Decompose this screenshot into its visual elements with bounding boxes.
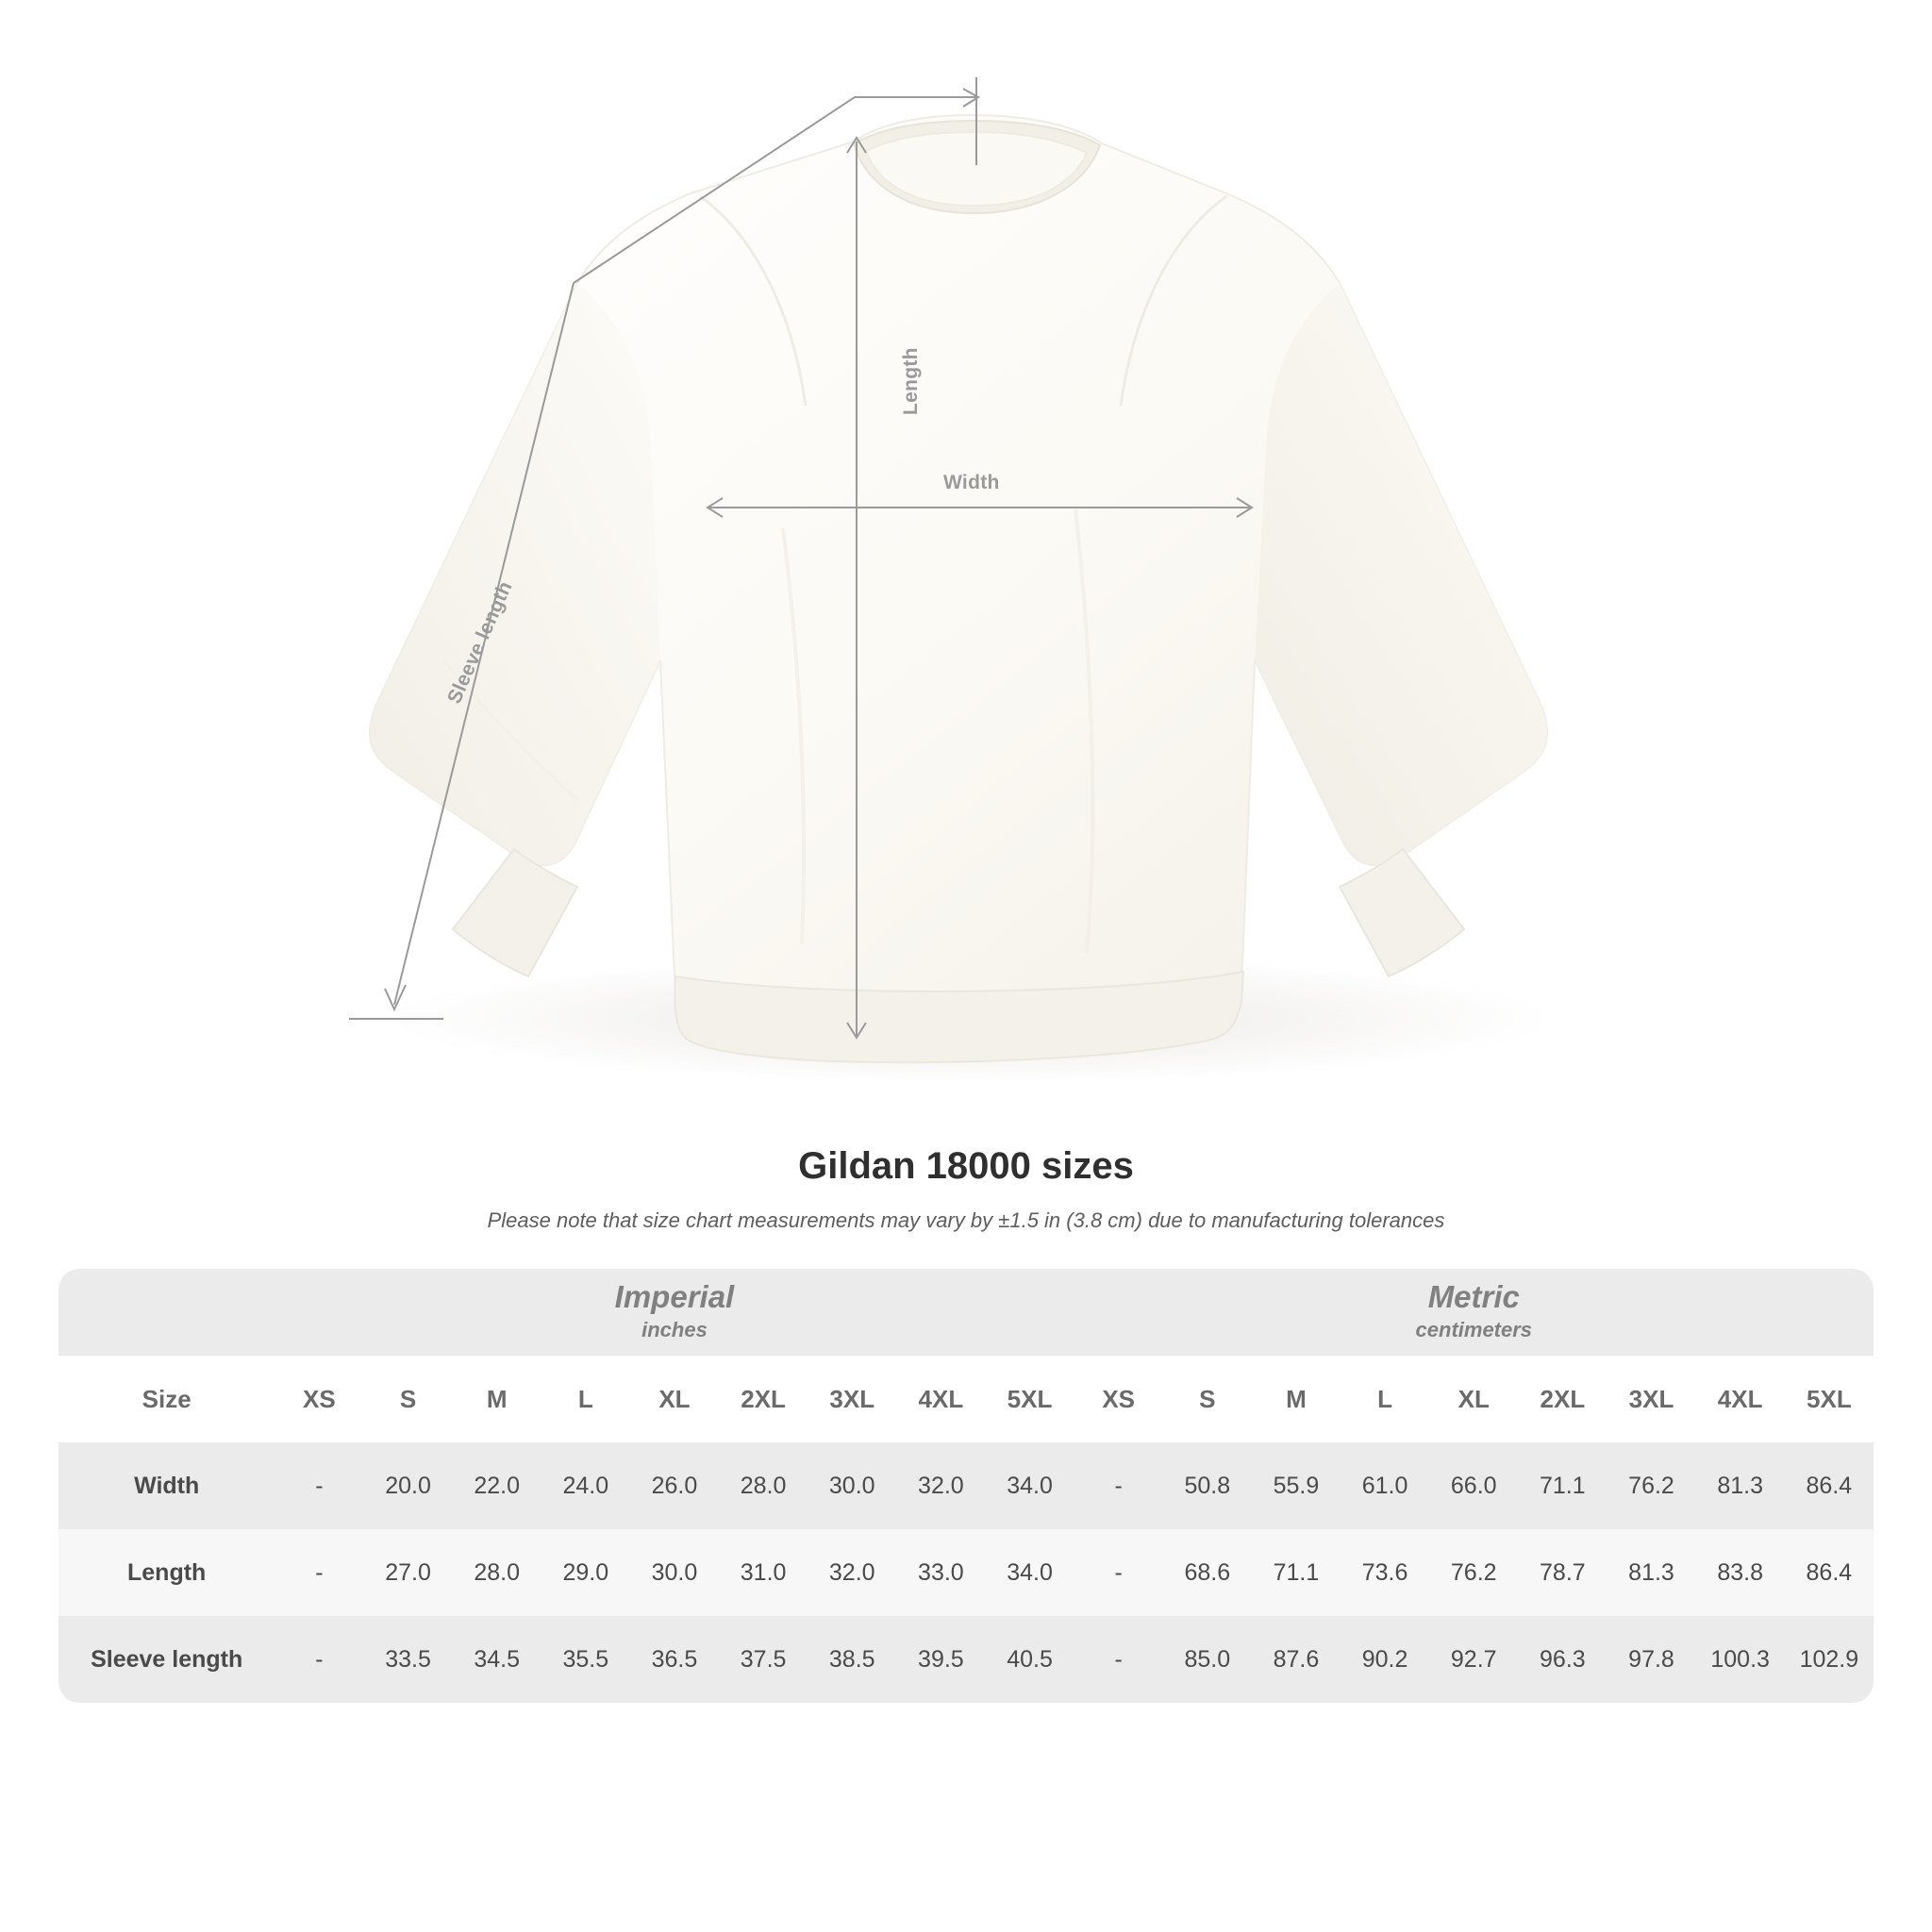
unit-name-imperial: Imperial: [614, 1278, 735, 1314]
cell-width-metric-2xl: 71.1: [1518, 1442, 1607, 1529]
size-header-imperial-xs: XS: [275, 1356, 363, 1442]
unit-header-spacer: [58, 1269, 275, 1356]
sleeve-length-label: Sleeve length: [443, 577, 517, 708]
cell-width-metric-4xl: 81.3: [1696, 1442, 1785, 1529]
cell-width-imperial-m: 22.0: [453, 1442, 541, 1529]
cell-width-metric-m: 55.9: [1252, 1442, 1341, 1529]
length-label: Length: [900, 347, 922, 415]
cell-sleeve-imperial-5xl: 40.5: [985, 1616, 1074, 1703]
cell-width-imperial-5xl: 34.0: [985, 1442, 1074, 1529]
cell-sleeve-imperial-4xl: 39.5: [896, 1616, 985, 1703]
unit-sub-imperial: inches: [641, 1318, 708, 1342]
unit-name-metric: Metric: [1427, 1278, 1520, 1314]
size-header-metric-4xl: 4XL: [1696, 1356, 1785, 1442]
size-header-imperial-2xl: 2XL: [719, 1356, 808, 1442]
cell-sleeve-metric-l: 90.2: [1341, 1616, 1429, 1703]
cell-length-metric-4xl: 83.8: [1696, 1529, 1785, 1616]
cell-width-imperial-l: 24.0: [541, 1442, 630, 1529]
cell-length-imperial-2xl: 31.0: [719, 1529, 808, 1616]
size-header-metric-2xl: 2XL: [1518, 1356, 1607, 1442]
cell-length-imperial-m: 28.0: [453, 1529, 541, 1616]
cell-sleeve-metric-xs: -: [1074, 1616, 1163, 1703]
page-title: Gildan 18000 sizes: [798, 1145, 1134, 1187]
unit-header-row: [58, 1269, 1874, 1356]
table-row: [58, 1529, 1874, 1616]
cell-length-imperial-5xl: 34.0: [985, 1529, 1074, 1616]
size-header-row: [58, 1356, 1874, 1442]
cell-sleeve-metric-3xl: 97.8: [1607, 1616, 1695, 1703]
cell-width-imperial-2xl: 28.0: [719, 1442, 808, 1529]
unit-sub-metric: centimeters: [1415, 1318, 1533, 1342]
size-header-imperial-3xl: 3XL: [808, 1356, 896, 1442]
cell-width-imperial-s: 20.0: [363, 1442, 452, 1529]
row-label-width: Width: [58, 1442, 275, 1529]
size-table-wrapper: [58, 1269, 1874, 1703]
size-header-imperial-l: L: [541, 1356, 630, 1442]
cell-sleeve-imperial-xl: 36.5: [630, 1616, 719, 1703]
cell-width-imperial-xl: 26.0: [630, 1442, 719, 1529]
cell-sleeve-metric-2xl: 96.3: [1518, 1616, 1607, 1703]
cell-width-metric-xs: -: [1074, 1442, 1163, 1529]
table-row: [58, 1616, 1874, 1703]
cell-length-imperial-s: 27.0: [363, 1529, 452, 1616]
size-header-metric-3xl: 3XL: [1607, 1356, 1695, 1442]
cell-width-metric-xl: 66.0: [1429, 1442, 1518, 1529]
cell-width-imperial-4xl: 32.0: [896, 1442, 985, 1529]
width-label: Width: [943, 472, 1000, 493]
cell-width-imperial-3xl: 30.0: [808, 1442, 896, 1529]
row-label-length: Length: [58, 1529, 275, 1616]
cell-length-metric-xs: -: [1074, 1529, 1163, 1616]
unit-header-metric: [1074, 1269, 1874, 1356]
size-header-metric-l: L: [1341, 1356, 1429, 1442]
cell-length-metric-l: 73.6: [1341, 1529, 1429, 1616]
cell-sleeve-imperial-3xl: 38.5: [808, 1616, 896, 1703]
cell-sleeve-metric-5xl: 102.9: [1785, 1616, 1874, 1703]
size-header-imperial-m: M: [453, 1356, 541, 1442]
cell-sleeve-metric-4xl: 100.3: [1696, 1616, 1785, 1703]
size-header-metric-xs: XS: [1074, 1356, 1163, 1442]
size-header-metric-m: M: [1252, 1356, 1341, 1442]
cell-width-metric-s: 50.8: [1163, 1442, 1252, 1529]
cell-sleeve-imperial-s: 33.5: [363, 1616, 452, 1703]
cell-width-metric-l: 61.0: [1341, 1442, 1429, 1529]
cell-length-imperial-xs: -: [275, 1529, 363, 1616]
cell-length-metric-5xl: 86.4: [1785, 1529, 1874, 1616]
cell-length-metric-3xl: 81.3: [1607, 1529, 1695, 1616]
table-row: [58, 1442, 1874, 1529]
cell-width-imperial-xs: -: [275, 1442, 363, 1529]
cell-length-metric-2xl: 78.7: [1518, 1529, 1607, 1616]
size-header-metric-s: S: [1163, 1356, 1252, 1442]
cell-width-metric-5xl: 86.4: [1785, 1442, 1874, 1529]
size-header-metric-xl: XL: [1429, 1356, 1518, 1442]
cell-sleeve-imperial-m: 34.5: [453, 1616, 541, 1703]
cell-length-imperial-3xl: 32.0: [808, 1529, 896, 1616]
size-header-imperial-s: S: [363, 1356, 452, 1442]
cell-length-imperial-l: 29.0: [541, 1529, 630, 1616]
cell-sleeve-imperial-2xl: 37.5: [719, 1616, 808, 1703]
size-header-imperial-xl: XL: [630, 1356, 719, 1442]
cell-length-imperial-4xl: 33.0: [896, 1529, 985, 1616]
cell-length-imperial-xl: 30.0: [630, 1529, 719, 1616]
cell-length-metric-s: 68.6: [1163, 1529, 1252, 1616]
size-header-imperial-5xl: 5XL: [985, 1356, 1074, 1442]
column-header-size: Size: [58, 1356, 275, 1442]
cell-sleeve-imperial-xs: -: [275, 1616, 363, 1703]
row-label-sleeve-length: Sleeve length: [58, 1616, 275, 1703]
cell-sleeve-metric-xl: 92.7: [1429, 1616, 1518, 1703]
cell-width-metric-3xl: 76.2: [1607, 1442, 1695, 1529]
unit-header-imperial: [275, 1269, 1074, 1356]
size-header-imperial-4xl: 4XL: [896, 1356, 985, 1442]
cell-sleeve-metric-s: 85.0: [1163, 1616, 1252, 1703]
size-header-metric-5xl: 5XL: [1785, 1356, 1874, 1442]
cell-sleeve-imperial-l: 35.5: [541, 1616, 630, 1703]
tolerance-note: Please note that size chart measurements may vary by ±1.5 in (3.8 cm) due to manufacturing tolerances: [487, 1208, 1445, 1232]
size-table: [58, 1269, 1874, 1703]
cell-length-metric-xl: 76.2: [1429, 1529, 1518, 1616]
cell-length-metric-m: 71.1: [1252, 1529, 1341, 1616]
cell-sleeve-metric-m: 87.6: [1252, 1616, 1341, 1703]
